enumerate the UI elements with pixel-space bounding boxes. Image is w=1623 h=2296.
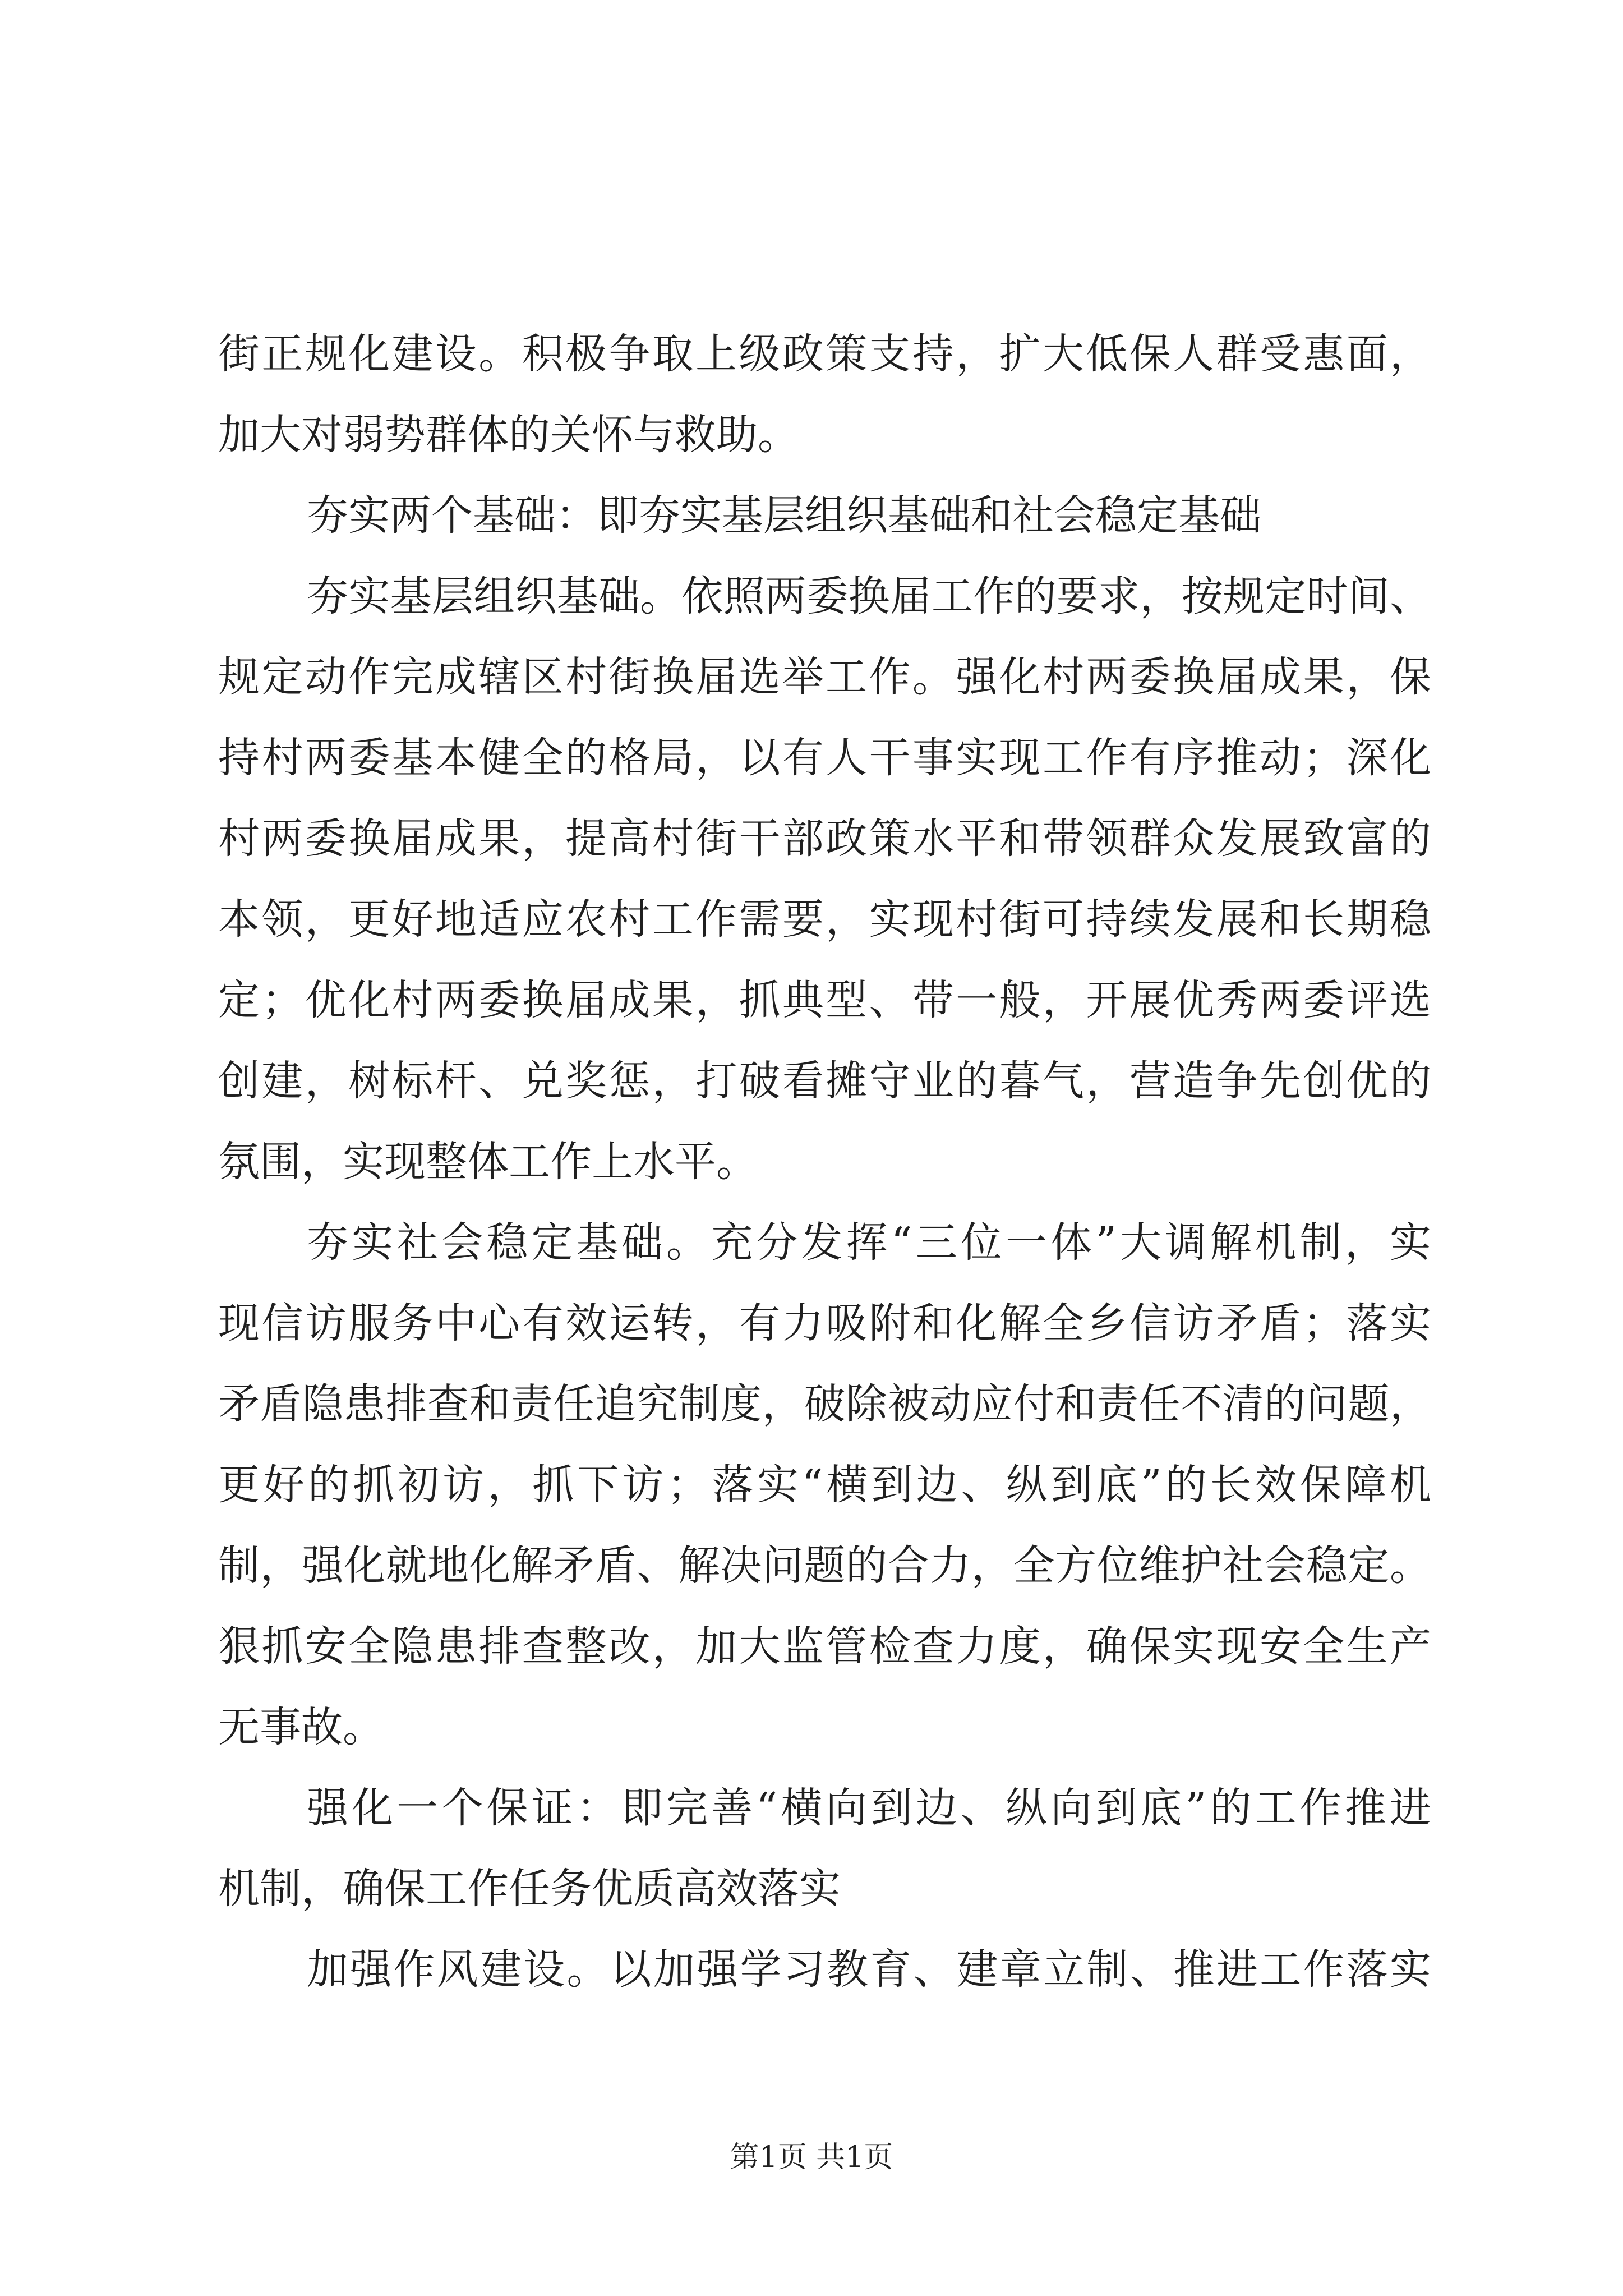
text-line: 夯实基层组织基础。依照两委换届工作的要求，按规定时间、	[307, 572, 1431, 620]
text-line: 加强作风建设。以加强学习教育、建章立制、推进工作落实	[307, 1945, 1431, 1994]
paragraph-work-style	[218, 1929, 1431, 2010]
text-line: 矛盾隐患排查和责任追究制度，破除被动应付和责任不清的问题，	[218, 1380, 1431, 1428]
text-line: 更好的抓初访，抓下访；落实“横到边、纵到底”的长效保障机	[218, 1461, 1431, 1509]
text-line: 村两委换届成果，提高村街干部政策水平和带领群众发展致富的	[218, 815, 1431, 863]
paragraph-grassroots-organization	[218, 556, 1431, 1202]
text-line: 无事故。	[218, 1703, 384, 1751]
text-line: 狠抓安全隐患排查整改，加大监管检查力度，确保实现安全生产	[218, 1622, 1431, 1671]
document-body	[218, 314, 1431, 2010]
page-number-footer: 第1页 共1页	[730, 2141, 893, 2174]
text-line: 机制，确保工作任务优质高效落实	[218, 1865, 841, 1913]
text-line: 氛围，实现整体工作上水平。	[218, 1138, 758, 1186]
paragraph-continuation	[218, 314, 1431, 475]
text-line: 本领，更好地适应农村工作需要，实现村街可持续发展和长期稳	[218, 895, 1431, 944]
text-line: 定；优化村两委换届成果，抓典型、带一般，开展优秀两委评选	[218, 976, 1431, 1024]
text-line: 街正规化建设。积极争取上级政策支持，扩大低保人群受惠面，	[218, 330, 1431, 378]
section-heading-two-foundations	[218, 475, 1431, 556]
text-line: 夯实社会稳定基础。充分发挥“三位一体”大调解机制，实	[307, 1218, 1431, 1267]
section-heading-one-guarantee	[218, 1768, 1431, 1929]
text-line: 制，强化就地化解矛盾、解决问题的合力，全方位维护社会稳定。	[218, 1542, 1431, 1590]
text-line: 创建，树标杆、兑奖惩，打破看摊守业的暮气，营造争先创优的	[218, 1057, 1431, 1105]
text-line: 强化一个保证：即完善“横向到边、纵向到底”的工作推进	[307, 1784, 1431, 1832]
text-line: 夯实两个基础：即夯实基层组织基础和社会稳定基础	[307, 491, 1261, 540]
text-line: 加大对弱势群体的关怀与救助。	[218, 411, 799, 459]
text-line: 持村两委基本健全的格局，以有人干事实现工作有序推动；深化	[218, 734, 1431, 782]
paragraph-social-stability	[218, 1202, 1431, 1768]
text-line: 现信访服务中心有效运转，有力吸附和化解全乡信访矛盾；落实	[218, 1299, 1431, 1347]
text-line: 规定动作完成辖区村街换届选举工作。强化村两委换届成果，保	[218, 653, 1431, 701]
